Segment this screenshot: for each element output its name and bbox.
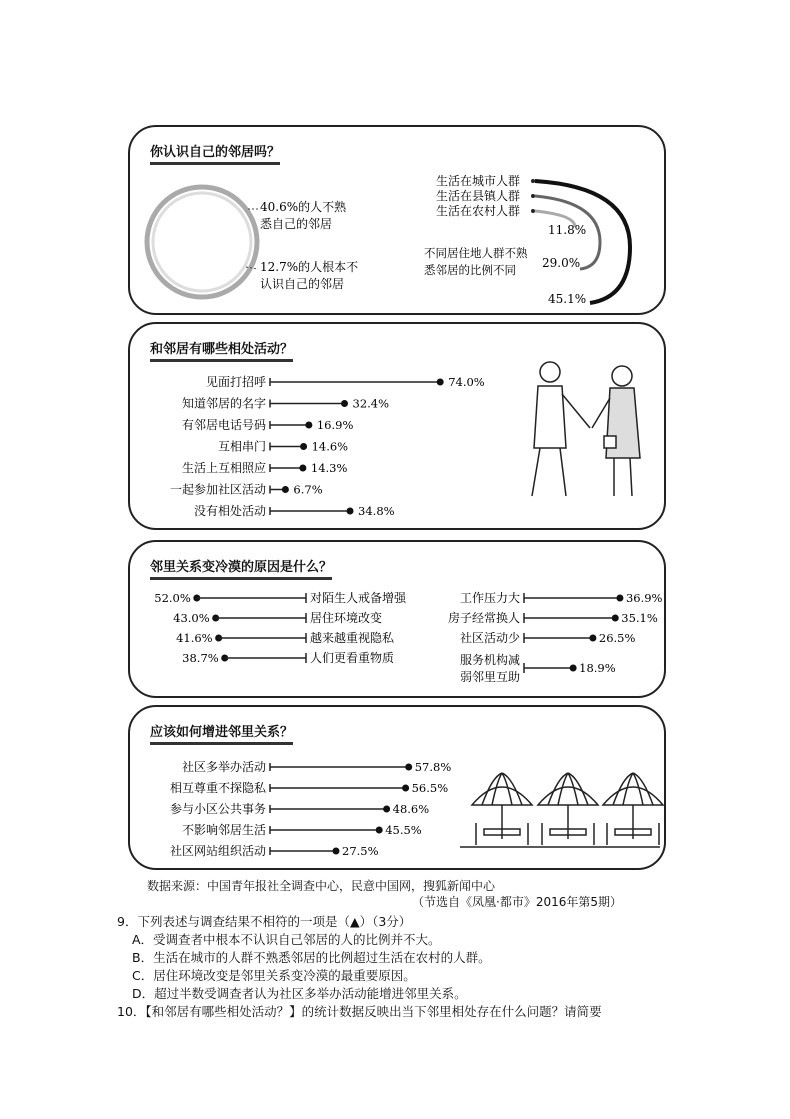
reason-right-label: 弱邻里互助 xyxy=(459,670,520,684)
donut-ring xyxy=(147,187,257,297)
reason-left-label: 对陌生人戒备增强 xyxy=(310,591,407,605)
option-c: C．居住环境改变是邻里关系变冷漠的最重要原因。 xyxy=(132,968,416,983)
reason-left-label: 居住环境改变 xyxy=(310,611,383,625)
activity-label: 知道邻居的名字 xyxy=(181,396,266,411)
activity-value: 34.8% xyxy=(358,504,395,518)
panel2-title: 和邻居有哪些相处活动？ xyxy=(150,338,293,362)
activity-point xyxy=(341,400,348,407)
reason-right-point xyxy=(612,615,619,622)
option-d: D．超过半数受调查者认为社区多举办活动能增进邻里关系。 xyxy=(132,986,467,1001)
activity-point xyxy=(282,486,289,493)
value-rural: 11.8% xyxy=(548,223,587,237)
improve-value: 57.8% xyxy=(414,760,452,774)
panel-reasons xyxy=(128,540,666,698)
activity-value: 14.6% xyxy=(311,439,349,454)
activity-label: 见面打招呼 xyxy=(205,375,266,389)
improve-label: 不影响邻居生活 xyxy=(181,823,266,837)
reason-right-value: 36.9% xyxy=(625,591,663,605)
legend-rural: 生活在农村人群 xyxy=(436,204,521,218)
improve-value: 48.6% xyxy=(392,802,430,816)
svg-text:认识自己的邻居: 认识自己的邻居 xyxy=(260,277,345,291)
activity-value: 16.9% xyxy=(316,418,354,432)
legend-town: 生活在县镇人群 xyxy=(436,189,521,203)
svg-text:悉自己的邻居: 悉自己的邻居 xyxy=(260,217,333,231)
svg-text:不同居住地人群不熟: 不同居住地人群不熟 xyxy=(424,246,528,260)
reason-right-point xyxy=(616,595,623,602)
reason-right-label: 房子经常换人 xyxy=(447,611,520,625)
reason-left-label: 越来越重视隐私 xyxy=(310,631,395,645)
legend-city: 生活在城市人群 xyxy=(436,174,521,188)
activity-point xyxy=(300,443,307,450)
improve-point xyxy=(383,806,390,813)
improve-label: 社区网站组织活动 xyxy=(169,844,266,858)
activity-label: 有邻居电话号码 xyxy=(181,418,266,432)
improve-point xyxy=(405,764,412,771)
improve-chart xyxy=(130,707,664,868)
reason-left-value: 41.6% xyxy=(176,631,213,645)
question-10: 10．【和邻居有哪些相处活动？】的统计数据反映出当下邻里相处存在什么问题？请简要 xyxy=(117,1004,602,1019)
improve-point xyxy=(333,848,340,855)
label-40: 40.6%的人不熟 xyxy=(260,200,347,214)
value-city: 45.1% xyxy=(548,292,587,306)
data-source: 数据来源：中国青年报社全调查中心，民意中国网，搜狐新闻中心 xyxy=(147,879,496,893)
panel3-title: 邻里关系变冷漠的原因是什么？ xyxy=(150,556,332,580)
activity-point xyxy=(305,422,312,429)
improve-value: 56.5% xyxy=(411,781,449,795)
activity-point xyxy=(299,465,306,472)
improve-label: 社区多举办活动 xyxy=(181,760,266,774)
activity-point xyxy=(437,379,444,386)
panel-know-neighbors xyxy=(128,125,666,315)
label-12: 12.7%的人根本不 xyxy=(260,260,359,274)
handshake-illustration xyxy=(510,358,660,508)
panel1-title: 你认识自己的邻居吗？ xyxy=(150,141,280,165)
activity-label: 生活上互相照应 xyxy=(181,461,266,475)
activity-value: 32.4% xyxy=(352,396,390,411)
improve-value: 27.5% xyxy=(342,844,379,858)
activity-point xyxy=(347,508,354,515)
reason-left-label: 人们更看重物质 xyxy=(310,651,395,665)
panel-improve xyxy=(128,705,666,870)
reason-left-value: 52.0% xyxy=(154,591,191,605)
panel1-graphic xyxy=(130,127,664,313)
improve-label: 相互尊重不探隐私 xyxy=(169,781,266,795)
improve-label: 参与小区公共事务 xyxy=(169,802,266,816)
activity-label: 没有相处活动 xyxy=(193,504,266,518)
reason-right-value: 35.1% xyxy=(621,611,658,625)
value-town: 29.0% xyxy=(542,256,581,270)
reason-left-value: 38.7% xyxy=(182,651,219,665)
reasons-chart xyxy=(130,542,664,696)
activity-label: 一起参加社区活动 xyxy=(169,482,266,497)
improve-value: 45.5% xyxy=(385,823,422,837)
option-b: B．生活在城市的人群不熟悉邻居的比例超过生活在农村的人群。 xyxy=(132,950,491,965)
activity-value: 6.7% xyxy=(293,482,323,497)
reason-right-value: 18.9% xyxy=(579,661,616,675)
improve-point xyxy=(376,827,383,834)
excerpt-note: （节选自《凤凰·都市》2016年第5期） xyxy=(412,895,622,909)
activity-value: 14.3% xyxy=(310,461,348,475)
reason-right-point xyxy=(589,635,596,642)
reason-right-label: 工作压力大 xyxy=(459,591,520,605)
umbrella-illustration xyxy=(460,773,663,847)
reason-right-value: 26.5% xyxy=(598,631,636,645)
svg-text:悉邻居的比例不同: 悉邻居的比例不同 xyxy=(424,263,516,277)
reason-right-label: 服务机构减 xyxy=(459,653,520,667)
reason-right-point xyxy=(570,665,577,672)
reason-left-value: 43.0% xyxy=(173,611,210,625)
improve-point xyxy=(402,785,409,792)
activity-label: 互相串门 xyxy=(217,439,266,454)
question-9: 9．下列表述与调查结果不相符的一项是（▲）（3分） xyxy=(117,914,412,929)
panel4-title: 应该如何增进邻里关系？ xyxy=(150,721,293,745)
reason-right-label: 社区活动少 xyxy=(459,631,520,645)
option-a: A．受调查者中根本不认识自己邻居的人的比例并不大。 xyxy=(132,932,441,947)
activity-value: 74.0% xyxy=(448,375,485,389)
